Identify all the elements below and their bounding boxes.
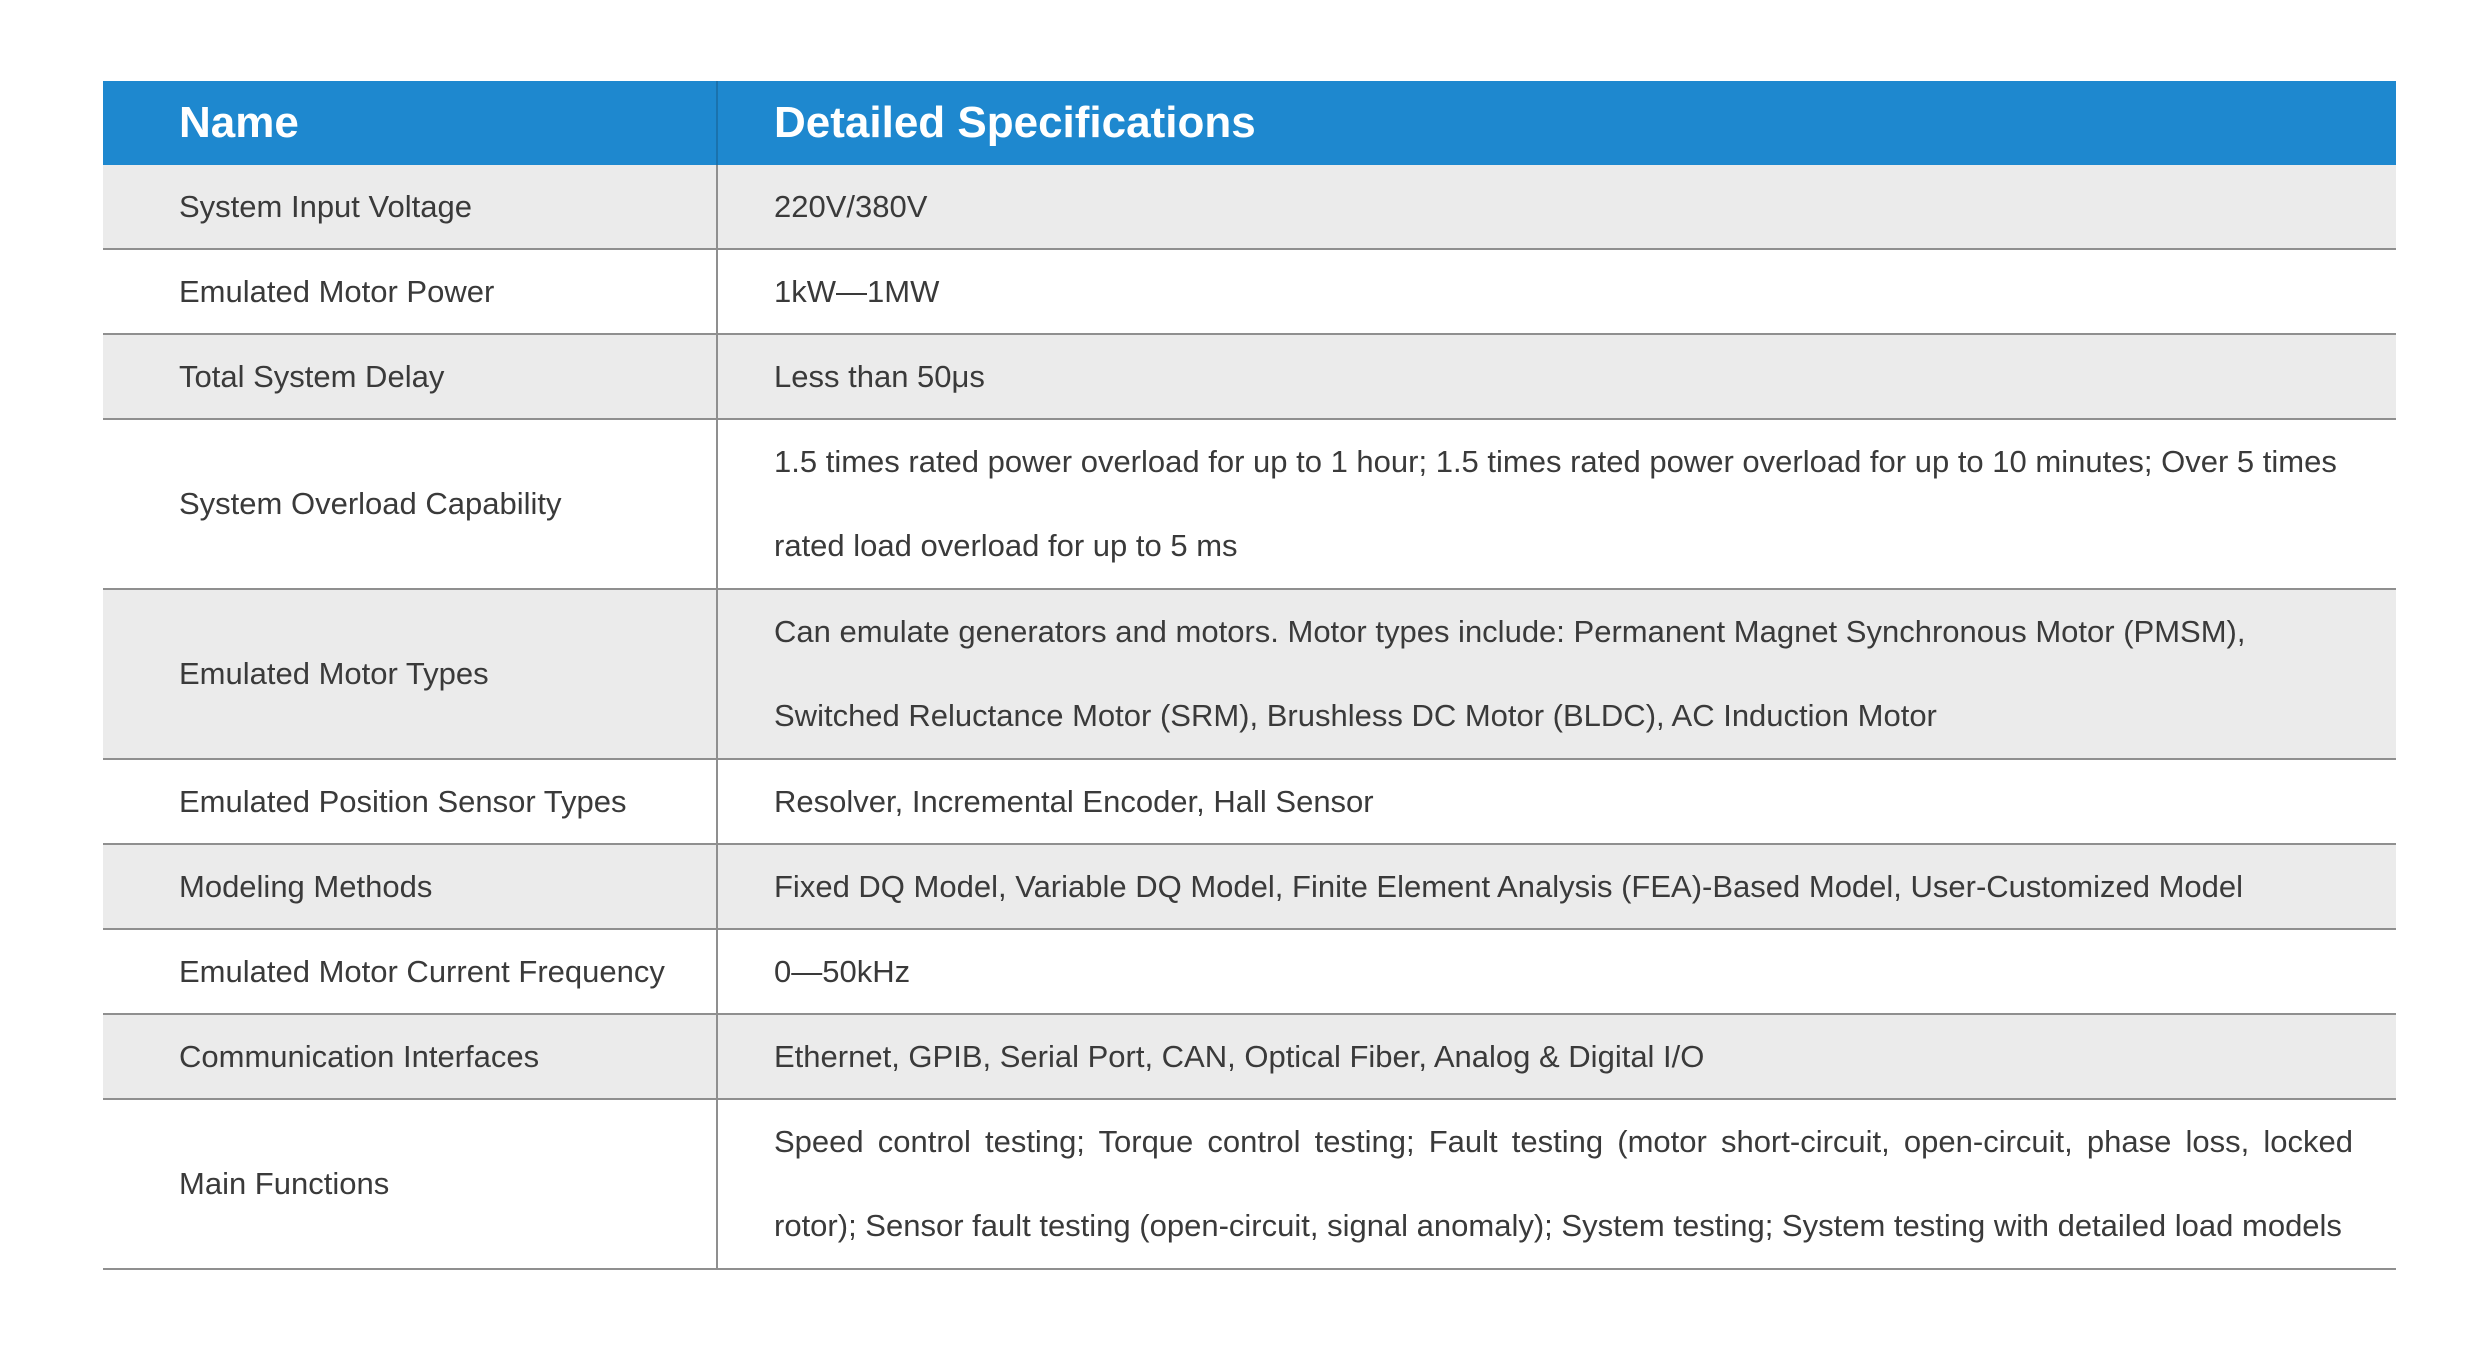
- table-header: [103, 81, 2396, 165]
- row-spec-cell: 1.5 times rated power overload for up to 1 hour; 1.5 times rated power overload for up to 10 minutes; Over 5 times rated load overload for up to 5 ms: [717, 419, 2396, 589]
- table-row: [103, 844, 2396, 929]
- table-row: [103, 419, 2396, 589]
- row-spec-cell: 1kW—1MW: [717, 249, 2396, 334]
- row-name-cell: Emulated Motor Current Frequency: [103, 929, 717, 1014]
- table-row: [103, 1014, 2396, 1099]
- header-row: [103, 81, 2396, 165]
- row-name-cell: Emulated Position Sensor Types: [103, 759, 717, 844]
- specifications-table: [103, 81, 2396, 1270]
- row-spec-cell: Speed control testing; Torque control testing; Fault testing (motor short-circuit, open-circuit, phase loss, locked rotor); Sensor fault testing (open-circuit, signal anomaly); System testing; System testing with detailed load models: [717, 1099, 2396, 1269]
- row-name-cell: Main Functions: [103, 1099, 717, 1269]
- row-spec-cell: 0—50kHz: [717, 929, 2396, 1014]
- table-row: [103, 165, 2396, 249]
- table-row: [103, 589, 2396, 759]
- row-spec-cell: Ethernet, GPIB, Serial Port, CAN, Optical Fiber, Analog & Digital I/O: [717, 1014, 2396, 1099]
- row-name-cell: Total System Delay: [103, 334, 717, 419]
- row-name-cell: System Input Voltage: [103, 165, 717, 249]
- table-body: [103, 165, 2396, 1269]
- row-name-cell: Modeling Methods: [103, 844, 717, 929]
- row-name-cell: Emulated Motor Types: [103, 589, 717, 759]
- table-row: [103, 759, 2396, 844]
- row-spec-cell: Less than 50μs: [717, 334, 2396, 419]
- row-spec-cell: 220V/380V: [717, 165, 2396, 249]
- row-spec-cell: Resolver, Incremental Encoder, Hall Sensor: [717, 759, 2396, 844]
- column-header-name: Name: [103, 81, 717, 165]
- table-row: [103, 929, 2396, 1014]
- row-name-cell: Emulated Motor Power: [103, 249, 717, 334]
- row-spec-cell: Can emulate generators and motors. Motor types include: Permanent Magnet Synchronous Motor (PMSM), Switched Reluctance Motor (SRM), Brushless DC Motor (BLDC), AC Induction Motor: [717, 589, 2396, 759]
- column-header-specifications: Detailed Specifications: [717, 81, 2396, 165]
- row-spec-cell: Fixed DQ Model, Variable DQ Model, Finite Element Analysis (FEA)-Based Model, User-Customized Model: [717, 844, 2396, 929]
- table-row: [103, 334, 2396, 419]
- table-row: [103, 249, 2396, 334]
- row-name-cell: Communication Interfaces: [103, 1014, 717, 1099]
- table-row: [103, 1099, 2396, 1269]
- row-name-cell: System Overload Capability: [103, 419, 717, 589]
